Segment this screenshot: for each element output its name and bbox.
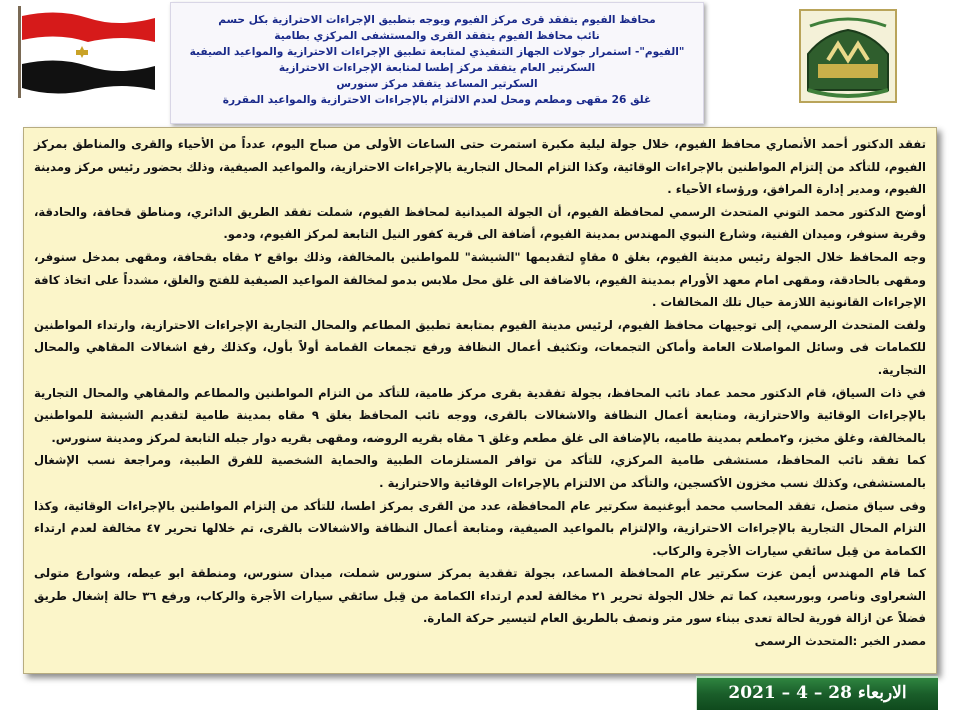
headline-3: "الفيوم"- استمرار جولات الجهاز التنفيذي لمتابعة تطبيق الإجراءات الاحترازية والمواعيد الصيفية — [189, 46, 685, 58]
headline-6: غلق 26 مقهى ومطعم ومحل لعدم الالتزام بالإجراءات الاحترازية والمواعيد المقررة — [222, 94, 652, 106]
article-paragraph: كما تفقد نائب المحافظ، مستشفى طامية المركزي، للتأكد من توافر المستلزمات الطبية والحماية الشخصية للفرق الطبية، ومراجعة نسب الإشغال بالمستشفى، وكذلك نسب مخزون الأكسجين، والتأكد من الالتزام بالإجراءات الوقائية والاحترازية . — [34, 453, 926, 490]
article-paragraph: وجه المحافظ خلال الجولة رئيس مدينة الفيوم، بغلق ٥ مقاهٍ لتقديمها "الشيشة" للمواطنين بالمخالفة، وذلك بواقع ٢ مقاه بقحافة، ومقهى بمدخل سنوفر، ومقهى بالحادقة، ومقهى امام معهد الأورام بمدينة الفيوم، بالاضافة الى غلق محل ملابس بدمو لمخالفة المواعيد الصيفية للفتح والغلق، مشدداً على اتخاذ كافة الإجراءات القانونية اللازمة حيال تلك المخالفات . — [34, 249, 926, 310]
article-paragraph: أوضح الدكتور محمد التوني المتحدث الرسمي لمحافظة الفيوم، أن الجولة الميدانية لمحافظ الفيوم، شملت تفقد الطريق الدائري، ومناطق قحافة، والحادقة، وقرية سنوفر، وميدان الفنية، وشارع النبوي المهندس بمدينة الفيوم، أضافة الى قرية كفور النيل التابعة لمركز الفيوم، ودمو. — [34, 204, 926, 242]
article-paragraph: ولفت المتحدث الرسمي، إلى توجيهات محافظ الفيوم، لرئيس مدينة الفيوم بمتابعة تطبيق المطاعم والمحال التجارية الإجراءات الاحترازية، وارتداء المواطنين للكمامات فى وسائل المواصلات العامة وأماكن التجمعات، وتكثيف أعمال النظافة ورفع تجمعات القمامة أولاً بأول، وكذلك رفع اشغالات المقاهي والمحال التجارية. — [34, 317, 926, 377]
article-paragraph: في ذات السياق، قام الدكتور محمد عماد نائب المحافظ، بجولة تفقدية بقرى مركز طامية، للتأكد من التزام المواطنين والمطاعم والمقاهي والمحال التجارية بالإجراءات الوقائية والاحترازية، ومتابعة أعمال النظافة والاشغالات بالقرى، ووجه نائب المحافظ بغلق ٩ مقاه بمدينة طامية لتقديم الشيشة للمواطنين بالمخالفة، وغلق مخبز، و٢مطعم بمدينة طاميه، بالإضافة الى غلق مطعم وغلق ٦ مقاه بقريه الروضه، ومقهى بقريه دوار جبله التابعة لمركز ومدينة سنورس. — [34, 385, 926, 445]
headline-2: نائب محافظ الفيوم يتفقد القرى والمستشفى المركزي بطامية — [274, 30, 600, 42]
headline-1: محافظ الفيوم يتفقد قرى مركز الفيوم ويوجه بتطبيق الإجراءات الاحترازية بكل حسم — [218, 14, 656, 26]
headline-5: السكرتير المساعد يتفقد مركز سنورس — [336, 78, 538, 90]
egypt-flag-icon — [18, 6, 156, 98]
article-paragraph: كما قام المهندس أيمن عزت سكرتير عام المحافظة المساعد، بجولة تفقدية بمركز سنورس شملت، ميدان سنورس، ومنطقة ابو عيطه، وشوارع متولى الشعراوى وناصر، وبورسعيد، كما تم خلال الجولة تحرير ٢١ مخالفة لعدم ارتداء الكمامة من قِبل سائقي سيارات الأجرة والركاب، ورفع ٣٦ حالة إشغال طريق فضلاً عن ازالة فورية لحالة تعدى ببناء سور متر ونصف بالطريق العام لتيسير حركة المارة. — [34, 566, 926, 626]
headlines-box — [170, 2, 704, 124]
date-banner: الاربعاء 28 – 4 – 2021 — [696, 676, 938, 710]
article-body — [23, 127, 937, 674]
fayoum-governorate-logo — [794, 4, 902, 108]
headline-4: السكرتير العام يتفقد مركز إطسا لمتابعة الإجراءات الاحترازية — [278, 62, 596, 74]
article-paragraph: وفى سياق متصل، تفقد المحاسب محمد أبوغنيمة سكرتير عام المحافظة، عدد من القرى بمركز اطسا، للتأكد من إلتزام المواطنين بالإجراءات الوقائية، وكذا التزام المحال التجارية بالإجراءات الاحترازية، والإلتزام بالمواعيد الصيفية، ومتابعة أعمال النظافة والاشغالات بالقرى، تم خلالها تحرير ٤٧ مخالفة لعدم ارتداء الكمامة من قِبل سائقي سيارات الأجرة والركاب. — [34, 498, 926, 558]
article-paragraph: تفقد الدكتور أحمد الأنصاري محافظ الفيوم، خلال جولة ليلية مكبرة استمرت حتى الساعات الأولى من صباح اليوم، عدداً من الأحياء والقرى والمناطق بمركز الفيوم، للتأكد من إلتزام المواطنين بالإجراءات الوقائية، وكذا التزام المحال التجارية بالإجراءات الاحترازية، والمواعيد الصيفية، وذلك بحضور رئيس مركز ومدينة الفيوم، ومدير إدارة المرافق، ورؤساء الأحياء . — [34, 137, 926, 197]
article-source: مصدر الخبر :المتحدث الرسمى — [754, 634, 926, 649]
